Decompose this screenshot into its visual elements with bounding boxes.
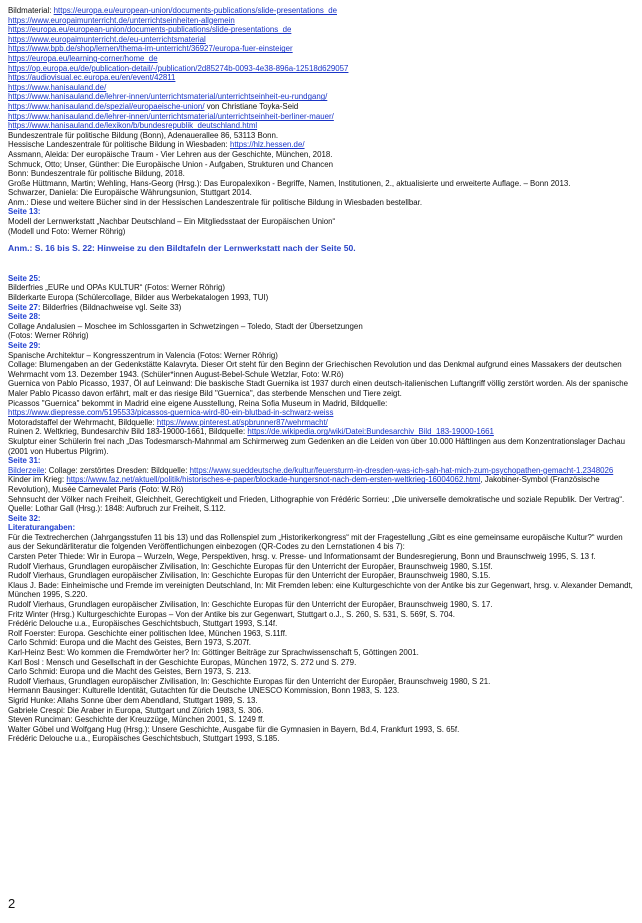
section-heading: Seite 29: <box>8 341 41 350</box>
text-span: von Christiane Toyka-Seid <box>204 101 299 111</box>
url-link[interactable]: https://europa.eu/european-union/documents-publications/slide-presentations_de <box>53 6 337 15</box>
url-link[interactable]: https://hlz.hessen.de/ <box>229 140 305 150</box>
text-line: Guernica von Pablo Picasso, 1937, Öl auf Leinwand: Die baskische Stadt Guernika ist 1937 durch einen deutsch-italienischen Luftangriff völlig zerstört worden. Als der spanische Maler Pablo Picasso davon erfährt, malt er das riesige Bild "Guernica", das sterbende Menschen und Tiere zeigt. <box>8 379 629 398</box>
text-span: Bilderfries (Bildnachweise vgl. Seite 33) <box>40 302 182 312</box>
text-line: Frédéric Delouche u.a., Europäisches Geschichtsbuch, Stuttgart 1993, S.185. <box>8 734 280 744</box>
text-line: Sehnsucht der Völker nach Freiheit, Gleichheit, Gerechtigkeit und Frieden, Lithographie von Frédéric Sorrieu: „Die universelle demokratische und soziale Republik. Der Vertrag“. Quelle: Lothar Gall (Hrsg.): 1848: Aufbruch zur Freiheit, S.112. <box>8 494 625 514</box>
text-line: (Fotos: Werner Röhrig) <box>8 331 89 341</box>
url-link[interactable]: https://www.faz.net/aktuell/politik/historisches-e-paper/blockade-hungersnot-nach-dem-ersten-weltkrieg-16004062.html <box>66 475 481 485</box>
url-link[interactable]: https://europa.eu/european-union/documents-publications/slide-presentations_de <box>8 25 292 35</box>
mixed-line <box>8 6 636 16</box>
link-line <box>8 121 636 131</box>
link-line <box>8 64 636 74</box>
link-line <box>8 92 636 102</box>
url-link[interactable]: https://europa.eu/learning-corner/home_de <box>8 53 158 63</box>
link-line <box>8 408 636 418</box>
text-line: Carsten Peter Thiede: Wir in Europa – Wurzeln, Wege, Perspektiven, hrsg. v. Presse- und Informationsamt der Bundesregierung, Bonn und Braunschweig 1995, S. 13 f. <box>8 552 596 562</box>
url-link[interactable]: https://www.bpb.de/shop/lernen/thema-im-unterricht/36927/europa-fuer-einsteiger <box>8 44 293 54</box>
url-link[interactable]: https://www.europaimunterricht.de/eu-unterrichtsmaterial <box>8 34 206 44</box>
link-line <box>8 83 636 93</box>
text-line: Steven Runciman: Geschichte der Kreuzzüge, München 2001, S. 1249 ff. <box>8 715 265 725</box>
link-line <box>8 16 636 26</box>
text-line: Picassos "Guernica" bekommt in Madrid eine eigene Ausstellung, Reina Sofia Museum in Madrid, Bildquelle: <box>8 398 388 408</box>
link-line <box>8 73 636 83</box>
text-line: Für die Textrecherchen (Jahrgangsstufen 11 bis 13) und das Rollenspiel zum „Historikerkongress“ mit der Fragestellung „Gibt es eine gemeinsame europäische Kultur?“ wurden aus der Sekundärliteratur die folgenden Veröffentlichungen einbezogen (QR-Codes zu den Lernstationen 4 bis 7): <box>8 532 623 552</box>
text-line: Fritz Winter (Hrsg.) Kulturgeschichte Europas – Von der Antike bis zur Gegenwart, Stuttgart o.J., S. 260, S. 531, S. 569f, S. 704. <box>8 609 455 619</box>
section-heading: Seite 32: <box>8 513 41 523</box>
url-link[interactable]: https://www.hanisauland.de/lehrer-innen/unterrichtsmaterial/unterrichtseinheit-berliner-mauer/ <box>8 111 334 121</box>
text-line: Carlo Schmid: Europa und die Macht des Geistes, Bern 1973, S.207f. <box>8 638 251 648</box>
label-inline: Bilderzeile <box>8 465 45 475</box>
url-link[interactable]: https://www.diepresse.com/5195533/picassos-guernica-wird-80-ein-blutbad-in-schwarz-weiss <box>8 408 334 418</box>
text-line: Bilderkarte Europa (Schülercollage, Bilder aus Werbekatalogen 1993, TUI) <box>8 293 269 303</box>
references-block-1 <box>8 6 636 236</box>
link-line <box>8 112 636 122</box>
text-line: Collage: Blumengaben an der Gedenkstätte Kalavryta. Dieser Ort steht für den Beginn der Griechischen Revolution und das Denkmal aufgrund eines Massakers der deutschen Wehrmacht vom 13. Dezember 1943. (Schüler*innen August-Bebel-Schule Wetzlar, Foto: W.Rö) <box>8 360 622 379</box>
text-line: Collage Andalusien – Moschee im Schlossgarten in Schwetzingen – Toledo, Stadt der Übersetzungen <box>8 321 363 331</box>
text-line: (Modell und Foto: Werner Röhrig) <box>8 226 126 236</box>
url-link[interactable]: https://www.hanisauland.de/ <box>8 82 107 92</box>
text-span: Ruinen 2. Weltkrieg, Bundesarchiv Bild 183-19000-1661, Bildquelle: <box>8 427 248 437</box>
text-line: Rolf Foerster: Europa. Geschichte einer politischen Idee, München 1963, S.11ff. <box>8 628 288 638</box>
text-span: : Collage: zerstörtes Dresden: Bildquelle: <box>44 465 190 475</box>
url-link[interactable]: https://de.wikipedia.org/wiki/Datei:Bundesarchiv_Bild_183-19000-1661 <box>247 427 494 437</box>
section-heading: Literaturangaben: <box>8 523 76 533</box>
text-line: Skulptur einer Schülerin frei nach „Das Todesmarsch-Mahnmal am Schirmerweg zum Gedenken an die Leiden von über 10.000 Häftlingen aus dem Konzentrationslager Dachau (2001 von Hubertus Pilgrim). <box>8 436 625 456</box>
text-line: Karl Bosl : Mensch und Gesellschaft in der Geschichte Europas, München 1972, S. 272 und S. 279. <box>8 657 357 667</box>
mixed-line <box>8 102 636 112</box>
text-line: Bilderfries „EURe und OPAs KULTUR“ (Fotos: Werner Röhrig) <box>8 283 226 293</box>
text-line: Rudolf Vierhaus, Grundlagen europäischer Zivilisation, In: Geschichte Europas für den Unterricht der Europäer, Braunschweig 1980, S. 17. <box>8 600 493 610</box>
mixed-line <box>8 303 636 313</box>
text-line: Rudolf Vierhaus, Grundlagen europäischer Zivilisation, In: Geschichte Europas für den Unterricht der Europäer, Braunschweig 1980, S 21. <box>8 676 491 686</box>
mixed-line <box>8 140 636 150</box>
section-heading-inline: Seite 27: <box>8 302 41 312</box>
text-span: Bildmaterial: <box>8 6 54 15</box>
text-line: Bonn: Bundeszentrale für politische Bildung, 2018. <box>8 169 185 179</box>
mixed-line <box>8 475 636 494</box>
text-span: Motoradstaffel der Wehrmacht, Bildquelle: <box>8 417 157 427</box>
text-line: Gabriele Crespi: Die Araber in Europa, Stuttgart und Zürich 1983, S. 306. <box>8 705 264 715</box>
text-line: Rudolf Vierhaus, Grundlagen europäischer Zivilisation, In: Geschichte Europas für den Unterricht der Europäer, Braunschweig 1980, S.15. <box>8 571 491 581</box>
url-link[interactable]: https://audiovisual.ec.europa.eu/en/event/42811 <box>8 73 176 83</box>
section-heading: Seite 28: <box>8 312 41 322</box>
text-line: Spanische Architektur – Kongresszentrum in Valencia (Fotos: Werner Röhrig) <box>8 350 278 360</box>
text-line: Schwarzer, Daniela: Die Europäische Währungsunion, Stuttgart 2014. <box>8 188 252 198</box>
link-line <box>8 35 636 45</box>
mixed-line <box>8 466 636 476</box>
text-line: Carlo Schmid: Europa und die Macht des Geistes, Bern 1973, S. 213. <box>8 667 251 677</box>
text-line: Karl-Heinz Best: Wo kommen die Fremdwörter her? In: Göttinger Beiträge zur Sprachwissenschaft 5, Göttingen 2001. <box>8 648 419 657</box>
text-line: Klaus J. Bade: Einheimische und Fremde im vereinigten Deutschland, In: Mit Fremden leben: eine Kulturgeschichte von der Antike bis zur Gegenwart, hrsg. v. Alexander Demandt, München 1995, S.220. <box>8 580 633 600</box>
url-link[interactable]: https://www.hanisauland.de/lexikon/b/bundesrepublik_deutschland.html <box>8 121 258 131</box>
text-line: Frédéric Delouche u.a., Europäisches Geschichtsbuch, Stuttgart 1993, S.14f. <box>8 619 278 629</box>
section-heading: Seite 25: <box>8 273 41 283</box>
text-span: , Jakobiner-Symbol (Französische Revolution), Musée Carnevalet Paris (Foto: W.Rö) <box>8 475 600 494</box>
text-line: Bundeszentrale für politische Bildung (Bonn), Adenauerallee 86, 53113 Bonn. <box>8 130 279 140</box>
references-block-2 <box>8 274 636 744</box>
note-bildtafeln: Anm.: S. 16 bis S. 22: Hinweise zu den Bildtafeln der Lernwerkstatt nach der Seite 50. <box>8 243 356 254</box>
text-line: Modell der Lernwerkstatt „Nachbar Deutschland – Ein Mitgliedsstaat der Europäischen Union“ <box>8 217 336 227</box>
section-heading: Seite 13: <box>8 207 41 217</box>
text-span: Kinder im Krieg: <box>8 475 67 485</box>
page-number: 2 <box>8 896 16 911</box>
url-link[interactable]: https://op.europa.eu/de/publication-detail/-/publication/2d85274b-0093-4e38-896a-12518d629057 <box>8 63 349 73</box>
link-line <box>8 44 636 54</box>
link-line <box>8 25 636 35</box>
text-line: Große Hüttmann, Martin; Wehling, Hans-Georg (Hrsg.): Das Europalexikon - Begriffe, Namen, Institutionen, 2., aktualisierte und erweiterte Auflage. – Bonn 2013. <box>8 178 571 188</box>
text-line: Rudolf Vierhaus, Grundlagen europäischer Zivilisation, In: Geschichte Europas für den Unterricht der Europäer, Braunschweig 1980, S.15f. <box>8 561 493 571</box>
url-link[interactable]: https://www.hanisauland.de/lehrer-innen/unterrichtsmaterial/unterrichtseinheit-eu-rundgang/ <box>8 92 328 102</box>
url-link[interactable]: https://www.hanisauland.de/spezial/europaeische-union/ <box>8 101 205 111</box>
text-line: Assmann, Aleida: Der europäische Traum - Vier Lehren aus der Geschichte, München, 2018. <box>8 149 333 159</box>
section-heading: Seite 31: <box>8 456 41 466</box>
spacer <box>8 264 636 274</box>
mixed-line <box>8 427 636 437</box>
text-span: Hessische Landeszentrale für politische Bildung in Wiesbaden: <box>8 140 230 150</box>
text-line: Hermann Bausinger: Kulturelle Identität, Gutachten für die Deutsche UNESCO Kommission, Bonn 1983, S. 123. <box>8 686 400 696</box>
text-line: Anm.: Diese und weitere Bücher sind in der Hessischen Landeszentrale für politische Bildung in Wiesbaden bestellbar. <box>8 197 423 207</box>
text-line: Sigrid Hunke: Allahs Sonne über dem Abendland, Stuttgart 1989, S. 13. <box>8 695 258 705</box>
document-body <box>8 6 636 744</box>
mixed-line <box>8 418 636 428</box>
url-link[interactable]: https://www.pinterest.at/spbrunner87/wehrmacht/ <box>156 417 328 427</box>
text-line: Schmuck, Otto; Unser, Günther: Die Europäische Union - Aufgaben, Strukturen und Chancen <box>8 159 334 169</box>
text-line: Walter Göbel und Wolfgang Hug (Hrsg.): Unsere Geschichte, Ausgabe für die Gymnasien in Bayern, Bd.4, Frankfurt 1993, S. 65f. <box>8 724 460 734</box>
link-line <box>8 54 636 64</box>
url-link[interactable]: https://www.europaimunterricht.de/unterrichtseinheiten-allgemein <box>8 15 235 25</box>
url-link[interactable]: https://www.sueddeutsche.de/kultur/feuersturm-in-dresden-was-ich-sah-hat-mich-zum-psychopathen-gemacht-1.2348026 <box>189 465 614 475</box>
